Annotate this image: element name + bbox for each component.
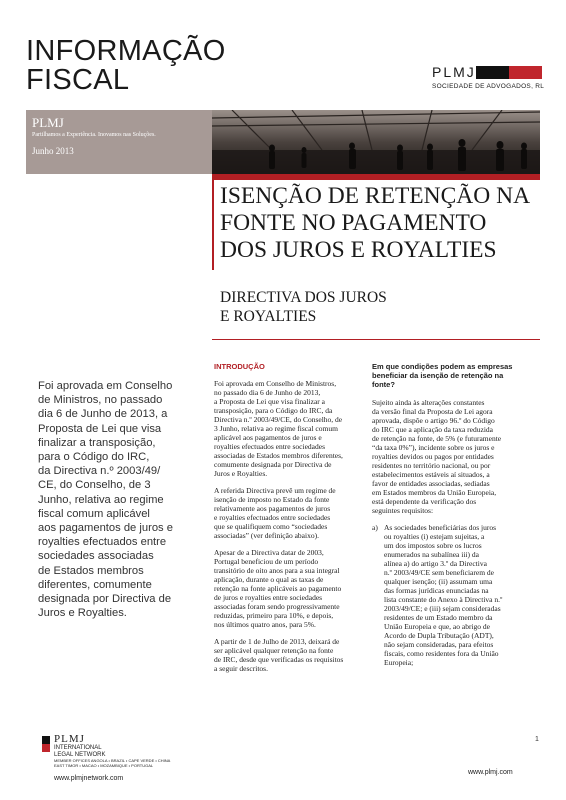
- banner-photo-illustration: [212, 110, 540, 174]
- paragraph: [214, 379, 372, 478]
- abstract-line: de Estados membros: [38, 564, 144, 577]
- list-line: Europeia;: [384, 658, 414, 667]
- newsletter-title: [26, 37, 226, 95]
- plmj-website-link[interactable]: www.plmj.com: [468, 769, 513, 776]
- banner-info: [26, 110, 212, 174]
- paragraph-line: 3 Junho, relativa ao regime fiscal comum: [214, 424, 338, 433]
- paragraph-line: que se qualifiquem como “sociedades: [214, 522, 328, 531]
- paragraph-line: nos últimos quatro anos, para 5%.: [214, 620, 316, 629]
- paragraph: [214, 637, 372, 673]
- paragraph-line: a seguir descritos.: [214, 664, 268, 673]
- abstract-line: royalties efectuados entre: [38, 536, 167, 549]
- footer-network-logo: [54, 734, 105, 758]
- paragraph-line: associadas de Estados membros diferentes,: [214, 451, 343, 460]
- paragraph-line: da versão final da Proposta de Lei agora: [372, 407, 493, 416]
- newsletter-title-line-2: FISCAL: [26, 64, 130, 96]
- headline-line-2: FONTE NO PAGAMENTO: [220, 210, 487, 236]
- abstract-line: dia 6 de Junho de 2013, a: [38, 408, 168, 421]
- logo-subtitle: SOCIEDADE DE ADVOGADOS, RL: [432, 83, 545, 90]
- paragraph-line: transitório de oito anos para a sua integral: [214, 566, 340, 575]
- headline-line-1: ISENÇÃO DE RETENÇÃO NA: [220, 183, 531, 209]
- abstract-line: Foi aprovada em Conselho: [38, 380, 173, 392]
- paragraph-line: favor de entidades associadas, sediadas: [372, 479, 490, 488]
- question-heading: [372, 362, 532, 389]
- abstract-line: da Directiva n.º 2003/49/: [38, 465, 161, 478]
- footer-offices-line-2: EAST TIMOR • MACAO • MOZAMBIQUE • PORTUGAL: [54, 763, 154, 768]
- list-line: As sociedades beneficiárias dos juros: [384, 523, 497, 532]
- list-line: fiscais, como residentes fora da União: [384, 649, 499, 658]
- paragraph-line: está dependente da verificação dos: [372, 497, 477, 506]
- paragraph-line: comumente designada por Directiva de: [214, 460, 332, 469]
- paragraph-line: reduzidas, primeiro para 10%, e depois,: [214, 611, 334, 620]
- paragraph-line: Directiva n.º 2003/49/CE, do Conselho, de: [214, 415, 343, 424]
- paragraph-line: a Proposta de Lei que visa finalizar a: [214, 397, 325, 406]
- abstract-line: Proposta de Lei que visa: [38, 422, 162, 435]
- abstract-line: designada por Directiva de: [38, 593, 172, 606]
- paragraph-line: Foi aprovada em Conselho de Ministros,: [214, 379, 337, 388]
- logo-bar-graphic: [476, 66, 542, 79]
- abstract-line: aos pagamentos de juros e: [38, 522, 173, 535]
- abstract-line: sociedades associadas: [38, 550, 154, 563]
- page-number: 1: [535, 736, 539, 743]
- paragraph-line: royalties devidos ou pagos por entidades: [372, 452, 494, 461]
- paragraph-line: isenção de imposto no Estado da fonte: [214, 495, 330, 504]
- paragraph-line: do IRC que a aplicação da taxa reduzida: [372, 425, 493, 434]
- list-line: não sejam consideradas, para efeitos: [384, 640, 494, 649]
- list-item-text: [384, 523, 502, 667]
- footer-logo-line-3: LEGAL NETWORK: [54, 751, 106, 758]
- abstract-line: diferentes, comumente: [38, 578, 152, 591]
- footer-logo-mark-icon: [42, 736, 50, 752]
- banner-tagline: Partilhamos a Experiência. Inovamos nas Soluções.: [32, 132, 156, 138]
- paragraph-line: A partir de 1 de Julho de 2013, deixará de: [214, 637, 340, 646]
- subheadline-rule: [212, 339, 540, 340]
- section-title-introducao: INTRODUÇÃO: [214, 362, 265, 371]
- banner: [26, 110, 540, 174]
- paragraph-line: aplicação, durante o qual as taxas de: [214, 575, 324, 584]
- footer-logo-name: PLMJ: [54, 733, 85, 745]
- abstract-line: para o Código do IRC,: [38, 451, 150, 464]
- paragraph-line: seguintes requisitos:: [372, 506, 434, 515]
- list-line: residentes de um Estado membro da: [384, 613, 493, 622]
- article-column-2: [372, 362, 532, 667]
- paragraph-line: aplicável aos pagamentos de juros e: [214, 433, 322, 442]
- list-marker: a): [372, 523, 378, 532]
- list-line: enumerados na subalínea iii) da: [384, 550, 479, 559]
- list-line: n.º 2003/49/CE sem beneficiarem de: [384, 568, 495, 577]
- paragraph-line: residentes no território nacional, ou por: [372, 461, 491, 470]
- footer-member-offices: [54, 758, 170, 768]
- paragraph-line: retenção na fonte aplicáveis ao pagamento: [214, 584, 342, 593]
- abstract-line: finalizar a transposição,: [38, 436, 156, 449]
- paragraph-line: associadas” (ver definição abaixo).: [214, 531, 319, 540]
- paragraph-line: de juros e royalties entre sociedades: [214, 593, 323, 602]
- footer-logo-line-2: INTERNATIONAL: [54, 745, 102, 751]
- logo-name: PLMJ: [432, 64, 476, 80]
- list-line: lista constante do Anexo à Directiva n.º: [384, 595, 503, 604]
- paragraph-line: associadas foram sendo progressivamente: [214, 602, 340, 611]
- paragraph-line: “da taxa 0%”), incidente sobre os juros e: [372, 443, 495, 452]
- subheadline-line-1: DIRECTIVA DOS JUROS: [220, 289, 387, 306]
- paragraph-line: relativamente aos pagamentos de juros: [214, 504, 331, 513]
- headline-top-rule: [212, 174, 540, 180]
- newsletter-title-line-1: INFORMAÇÃO: [26, 35, 226, 67]
- list-item: [372, 523, 532, 667]
- plmj-logo: [432, 64, 545, 90]
- headline-line-3: DOS JUROS E ROYALTIES: [220, 237, 497, 263]
- paragraph-line: ser aplicável qualquer retenção na fonte: [214, 646, 334, 655]
- list-line: das formas jurídicas enunciadas na: [384, 586, 489, 595]
- paragraph-line: Portugal beneficiou de um período: [214, 557, 319, 566]
- abstract-line: de Ministros, no passado: [38, 394, 163, 407]
- paragraph-line: aprovada, dispõe o artigo 96.º do Código: [372, 416, 495, 425]
- paragraph-line: e royalties efectuados entre sociedades: [214, 513, 331, 522]
- paragraph-line: em Estados membros da União Europeia,: [372, 488, 497, 497]
- list-line: União Europeia e que, ao abrigo de: [384, 622, 490, 631]
- paragraph-line: de retenção na fonte, de 5% (e futuramente: [372, 434, 502, 443]
- question-line: Em que condições podem as empresas: [372, 362, 513, 371]
- paragraph-line: Juros e Royalties.: [214, 469, 268, 478]
- abstract-line: Juros e Royalties.: [38, 607, 127, 620]
- footer-offices-line-1: MEMBER OFFICES ANGOLA • BRAZIL • CAPE VERDE • CHINA: [54, 758, 171, 763]
- list-line: ou royalties (i) estejam sujeitas, a: [384, 532, 485, 541]
- paragraph-line: de IRC, desde que verificadas os requisitos: [214, 655, 344, 664]
- headline-side-rule: [212, 180, 214, 270]
- abstract: [38, 379, 200, 620]
- article-column-1: [214, 362, 372, 681]
- subheadline-line-2: E ROYALTIES: [220, 308, 317, 325]
- paragraph-line: estabelecimentos estáveis aí situados, a: [372, 470, 490, 479]
- question-line: fonte?: [372, 380, 395, 389]
- issue-date: Junho 2013: [32, 146, 74, 156]
- paragraph-line: Sujeito ainda às alterações constantes: [372, 398, 485, 407]
- paragraph-line: Apesar de a Directiva datar de 2003,: [214, 548, 324, 557]
- banner-photo-image: [212, 110, 540, 174]
- list-line: 2003/49/CE; e (iii) sejam consideradas: [384, 604, 501, 613]
- question-line: beneficiar da isenção de retenção na: [372, 371, 504, 380]
- list-line: um dos impostos sobre os lucros: [384, 541, 482, 550]
- abstract-line: fiscal comum aplicável: [38, 507, 150, 520]
- banner-name: PLMJ: [32, 115, 64, 130]
- network-website-link[interactable]: www.plmjnetwork.com: [54, 775, 124, 782]
- paragraph-line: no passado dia 6 de Junho de 2013,: [214, 388, 321, 397]
- paragraph-line: A referida Directiva prevê um regime de: [214, 486, 336, 495]
- abstract-line: CE, do Conselho, de 3: [38, 479, 151, 492]
- subheadline: [220, 288, 387, 326]
- headline: [220, 183, 540, 264]
- list-line: qualquer isenção; (ii) assumam uma: [384, 577, 493, 586]
- paragraph: [214, 548, 372, 629]
- paragraph: [372, 398, 532, 515]
- paragraph-line: transposição, para o Código do IRC, da: [214, 406, 333, 415]
- paragraph: [214, 486, 372, 540]
- abstract-line: Junho, relativa ao regime: [38, 493, 164, 506]
- list-line: Acordo de Dupla Tributação (ADT),: [384, 631, 494, 640]
- paragraph-line: royalties efectuados entre sociedades: [214, 442, 325, 451]
- list-line: alínea a) do artigo 3.º da Directiva: [384, 559, 487, 568]
